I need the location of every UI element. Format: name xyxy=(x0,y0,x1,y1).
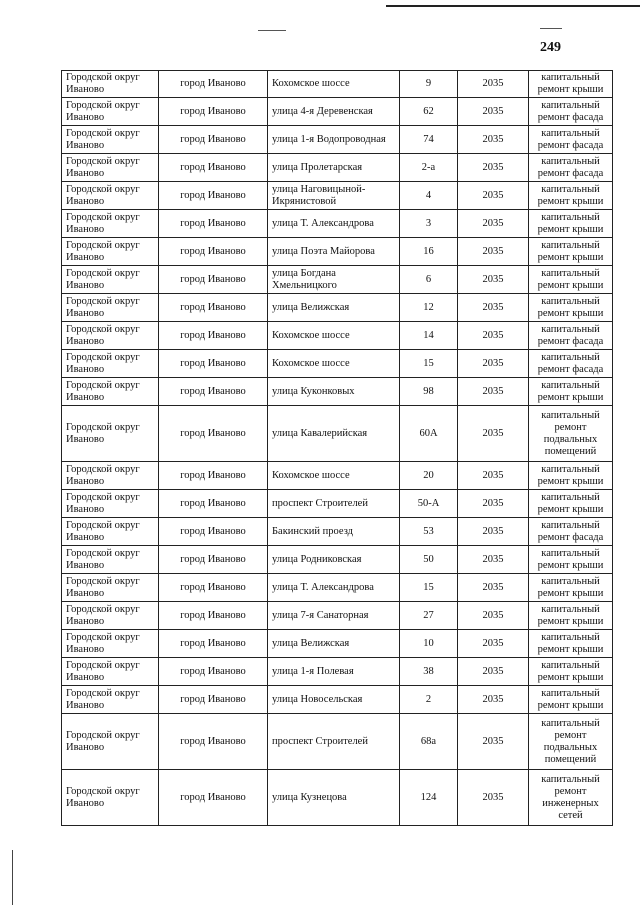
municipality-cell: Городской округ Иваново xyxy=(62,546,159,574)
municipality-cell: Городской округ Иваново xyxy=(62,350,159,378)
municipality-cell: Городской округ Иваново xyxy=(62,238,159,266)
work-type-cell: капитальный ремонт подвальных помещений xyxy=(529,714,613,770)
work-type-cell: капитальный ремонт крыши xyxy=(529,210,613,238)
street-cell: улица Новосельская xyxy=(268,686,400,714)
street-cell: улица 7-я Санаторная xyxy=(268,602,400,630)
year-cell: 2035 xyxy=(458,322,529,350)
year-cell: 2035 xyxy=(458,546,529,574)
table-row xyxy=(62,182,613,210)
work-type-cell: капитальный ремонт крыши xyxy=(529,266,613,294)
municipality-cell: Городской округ Иваново xyxy=(62,630,159,658)
table-row xyxy=(62,71,613,98)
street-cell: улица Пролетарская xyxy=(268,154,400,182)
house-number-cell: 9 xyxy=(400,71,458,98)
house-number-cell: 27 xyxy=(400,602,458,630)
street-cell: улица Родниковская xyxy=(268,546,400,574)
house-number-cell: 14 xyxy=(400,322,458,350)
year-cell: 2035 xyxy=(458,770,529,826)
house-number-cell: 38 xyxy=(400,658,458,686)
year-cell: 2035 xyxy=(458,658,529,686)
house-number-cell: 98 xyxy=(400,378,458,406)
table-row xyxy=(62,462,613,490)
house-number-cell: 50-А xyxy=(400,490,458,518)
settlement-cell: город Иваново xyxy=(159,71,268,98)
house-number-cell: 10 xyxy=(400,630,458,658)
house-number-cell: 20 xyxy=(400,462,458,490)
street-cell: улица Наговицыной-Икрянистовой xyxy=(268,182,400,210)
house-number-cell: 16 xyxy=(400,238,458,266)
work-type-cell: капитальный ремонт крыши xyxy=(529,71,613,98)
settlement-cell: город Иваново xyxy=(159,210,268,238)
street-cell: улица Куконковых xyxy=(268,378,400,406)
margin-mark xyxy=(12,850,13,905)
street-cell: улица Кузнецова xyxy=(268,770,400,826)
municipality-cell: Городской округ Иваново xyxy=(62,462,159,490)
house-number-cell: 2 xyxy=(400,686,458,714)
work-type-cell: капитальный ремонт крыши xyxy=(529,630,613,658)
scan-mark xyxy=(540,28,562,29)
work-type-cell: капитальный ремонт крыши xyxy=(529,490,613,518)
work-type-cell: капитальный ремонт фасада xyxy=(529,518,613,546)
street-cell: улица 1-я Полевая xyxy=(268,658,400,686)
year-cell: 2035 xyxy=(458,462,529,490)
settlement-cell: город Иваново xyxy=(159,714,268,770)
table-row xyxy=(62,98,613,126)
street-cell: улица Т. Александрова xyxy=(268,210,400,238)
year-cell: 2035 xyxy=(458,126,529,154)
municipality-cell: Городской округ Иваново xyxy=(62,378,159,406)
page-number: 249 xyxy=(540,40,561,55)
street-cell: улица 1-я Водопроводная xyxy=(268,126,400,154)
house-number-cell: 2-а xyxy=(400,154,458,182)
table-row xyxy=(62,490,613,518)
year-cell: 2035 xyxy=(458,154,529,182)
street-cell: улица 4-я Деревенская xyxy=(268,98,400,126)
street-cell: улица Велижская xyxy=(268,294,400,322)
house-number-cell: 4 xyxy=(400,182,458,210)
municipality-cell: Городской округ Иваново xyxy=(62,406,159,462)
house-number-cell: 12 xyxy=(400,294,458,322)
work-type-cell: капитальный ремонт крыши xyxy=(529,182,613,210)
settlement-cell: город Иваново xyxy=(159,770,268,826)
house-number-cell: 124 xyxy=(400,770,458,826)
work-type-cell: капитальный ремонт крыши xyxy=(529,574,613,602)
municipality-cell: Городской округ Иваново xyxy=(62,71,159,98)
street-cell: улица Велижская xyxy=(268,630,400,658)
settlement-cell: город Иваново xyxy=(159,378,268,406)
house-number-cell: 60А xyxy=(400,406,458,462)
work-type-cell: капитальный ремонт фасада xyxy=(529,126,613,154)
work-type-cell: капитальный ремонт крыши xyxy=(529,546,613,574)
house-number-cell: 74 xyxy=(400,126,458,154)
settlement-cell: город Иваново xyxy=(159,182,268,210)
house-number-cell: 3 xyxy=(400,210,458,238)
house-number-cell: 53 xyxy=(400,518,458,546)
table-row xyxy=(62,546,613,574)
work-type-cell: капитальный ремонт крыши xyxy=(529,238,613,266)
municipality-cell: Городской округ Иваново xyxy=(62,658,159,686)
settlement-cell: город Иваново xyxy=(159,546,268,574)
street-cell: улица Т. Александрова xyxy=(268,574,400,602)
settlement-cell: город Иваново xyxy=(159,490,268,518)
street-cell: улица Богдана Хмельницкого xyxy=(268,266,400,294)
table-row xyxy=(62,574,613,602)
municipality-cell: Городской округ Иваново xyxy=(62,574,159,602)
municipality-cell: Городской округ Иваново xyxy=(62,490,159,518)
year-cell: 2035 xyxy=(458,602,529,630)
settlement-cell: город Иваново xyxy=(159,350,268,378)
work-type-cell: капитальный ремонт фасада xyxy=(529,154,613,182)
year-cell: 2035 xyxy=(458,294,529,322)
settlement-cell: город Иваново xyxy=(159,518,268,546)
work-type-cell: капитальный ремонт крыши xyxy=(529,658,613,686)
municipality-cell: Городской округ Иваново xyxy=(62,322,159,350)
work-type-cell: капитальный ремонт крыши xyxy=(529,602,613,630)
table-row xyxy=(62,378,613,406)
municipality-cell: Городской округ Иваново xyxy=(62,686,159,714)
year-cell: 2035 xyxy=(458,630,529,658)
year-cell: 2035 xyxy=(458,686,529,714)
table-row xyxy=(62,238,613,266)
street-cell: Кохомское шоссе xyxy=(268,322,400,350)
year-cell: 2035 xyxy=(458,490,529,518)
table-row xyxy=(62,602,613,630)
street-cell: улица Кавалерийская xyxy=(268,406,400,462)
house-number-cell: 50 xyxy=(400,546,458,574)
street-cell: Кохомское шоссе xyxy=(268,462,400,490)
municipality-cell: Городской округ Иваново xyxy=(62,98,159,126)
municipality-cell: Городской округ Иваново xyxy=(62,518,159,546)
table-row xyxy=(62,266,613,294)
house-number-cell: 68а xyxy=(400,714,458,770)
settlement-cell: город Иваново xyxy=(159,238,268,266)
settlement-cell: город Иваново xyxy=(159,294,268,322)
table-row xyxy=(62,154,613,182)
year-cell: 2035 xyxy=(458,182,529,210)
settlement-cell: город Иваново xyxy=(159,602,268,630)
municipality-cell: Городской округ Иваново xyxy=(62,294,159,322)
settlement-cell: город Иваново xyxy=(159,266,268,294)
table-row xyxy=(62,714,613,770)
year-cell: 2035 xyxy=(458,238,529,266)
street-cell: улица Поэта Майорова xyxy=(268,238,400,266)
street-cell: Кохомское шоссе xyxy=(268,71,400,98)
settlement-cell: город Иваново xyxy=(159,462,268,490)
table-row xyxy=(62,686,613,714)
house-number-cell: 62 xyxy=(400,98,458,126)
settlement-cell: город Иваново xyxy=(159,154,268,182)
street-cell: проспект Строителей xyxy=(268,490,400,518)
table-row xyxy=(62,294,613,322)
municipality-cell: Городской округ Иваново xyxy=(62,154,159,182)
year-cell: 2035 xyxy=(458,378,529,406)
table-row xyxy=(62,630,613,658)
settlement-cell: город Иваново xyxy=(159,322,268,350)
table-row xyxy=(62,518,613,546)
year-cell: 2035 xyxy=(458,518,529,546)
settlement-cell: город Иваново xyxy=(159,406,268,462)
year-cell: 2035 xyxy=(458,71,529,98)
table-row xyxy=(62,658,613,686)
work-type-cell: капитальный ремонт инженерных сетей xyxy=(529,770,613,826)
street-cell: Бакинский проезд xyxy=(268,518,400,546)
year-cell: 2035 xyxy=(458,406,529,462)
year-cell: 2035 xyxy=(458,574,529,602)
municipality-cell: Городской округ Иваново xyxy=(62,770,159,826)
settlement-cell: город Иваново xyxy=(159,658,268,686)
house-number-cell: 15 xyxy=(400,350,458,378)
work-type-cell: капитальный ремонт подвальных помещений xyxy=(529,406,613,462)
work-type-cell: капитальный ремонт крыши xyxy=(529,294,613,322)
work-type-cell: капитальный ремонт крыши xyxy=(529,462,613,490)
municipality-cell: Городской округ Иваново xyxy=(62,182,159,210)
year-cell: 2035 xyxy=(458,714,529,770)
table-row xyxy=(62,126,613,154)
house-repair-table xyxy=(61,70,613,826)
municipality-cell: Городской округ Иваново xyxy=(62,126,159,154)
work-type-cell: капитальный ремонт крыши xyxy=(529,378,613,406)
municipality-cell: Городской округ Иваново xyxy=(62,714,159,770)
settlement-cell: город Иваново xyxy=(159,98,268,126)
header-rule xyxy=(386,5,640,7)
table-row xyxy=(62,322,613,350)
work-type-cell: капитальный ремонт фасада xyxy=(529,98,613,126)
settlement-cell: город Иваново xyxy=(159,630,268,658)
house-number-cell: 15 xyxy=(400,574,458,602)
table-row xyxy=(62,406,613,462)
settlement-cell: город Иваново xyxy=(159,686,268,714)
street-cell: проспект Строителей xyxy=(268,714,400,770)
table-row xyxy=(62,210,613,238)
year-cell: 2035 xyxy=(458,266,529,294)
settlement-cell: город Иваново xyxy=(159,574,268,602)
municipality-cell: Городской округ Иваново xyxy=(62,602,159,630)
year-cell: 2035 xyxy=(458,350,529,378)
house-number-cell: 6 xyxy=(400,266,458,294)
year-cell: 2035 xyxy=(458,98,529,126)
work-type-cell: капитальный ремонт фасада xyxy=(529,322,613,350)
table-row xyxy=(62,350,613,378)
municipality-cell: Городской округ Иваново xyxy=(62,266,159,294)
year-cell: 2035 xyxy=(458,210,529,238)
scan-mark xyxy=(258,30,286,31)
work-type-cell: капитальный ремонт фасада xyxy=(529,350,613,378)
municipality-cell: Городской округ Иваново xyxy=(62,210,159,238)
street-cell: Кохомское шоссе xyxy=(268,350,400,378)
settlement-cell: город Иваново xyxy=(159,126,268,154)
table-row xyxy=(62,770,613,826)
work-type-cell: капитальный ремонт крыши xyxy=(529,686,613,714)
